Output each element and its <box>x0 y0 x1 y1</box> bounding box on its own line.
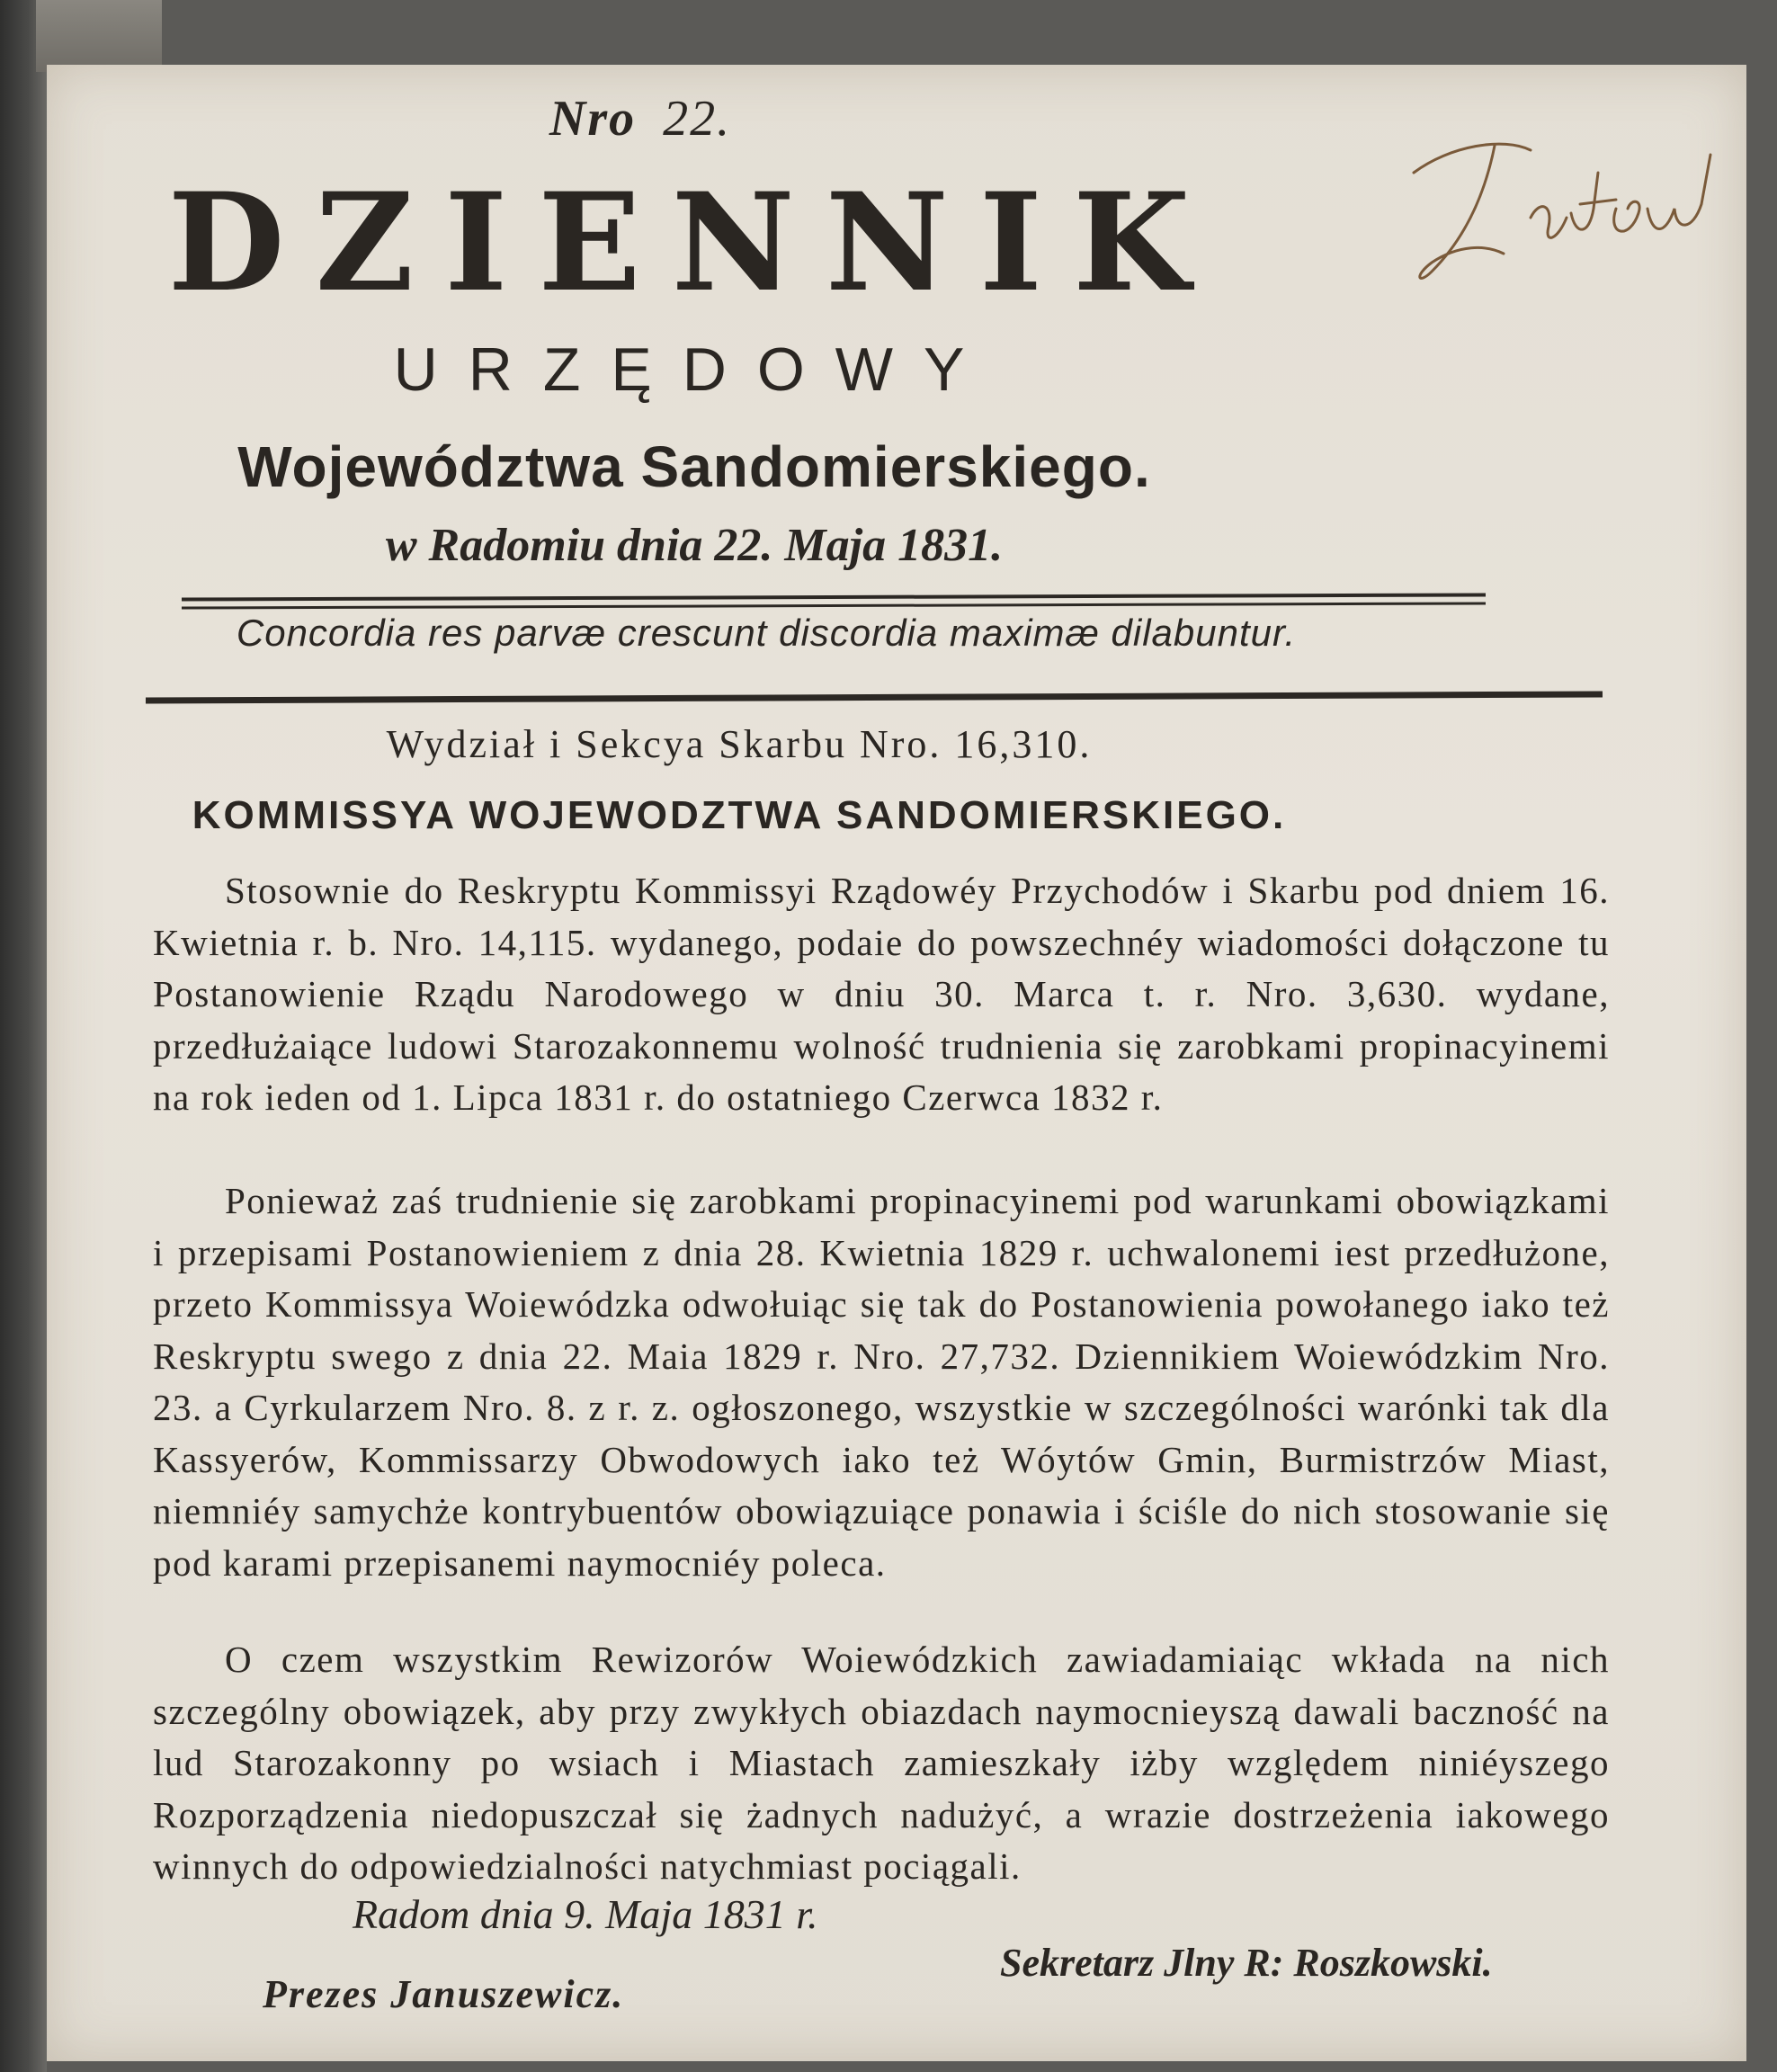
book-binding <box>0 0 47 2072</box>
issue-number <box>47 90 1234 147</box>
masthead-subtitle: URZĘDOWY <box>393 335 996 404</box>
issue-value: 22. <box>663 91 732 147</box>
president-signature: Prezes Januszewicz. <box>263 1972 625 2016</box>
secretary-signature: Sekretarz Jlny R: Roszkowski. <box>1000 1941 1493 1985</box>
section-heading: Wydział i Sekcya Skarbu Nro. 16,310. <box>386 722 1093 766</box>
top-rule-thick <box>182 602 1486 609</box>
issuer-heading: KOMMISSYA WOJEWODZTWA SANDOMIERSKIEGO. <box>192 793 1287 837</box>
paragraph-1: Stosownie do Reskryptu Kommissyi Rządowéy Przychodów i Skarbu pod dniem 16. Kwietnia r. b. Nro. 14,115. wydanego, podaie do powszechnéy wiadomości dołączone tu Postanowienie Rządu Narodowego w dniu 30. Marca t. r. Nro. 3,630. wydane, przedłużaiące ludowi Starozakonnemu wolność trudnienia się zarobkami propinacyinemi na rok ieden od 1. Lipca 1831 r. do ostatniego Czerwca 1832 r. <box>153 870 1610 1118</box>
binding-tab <box>36 0 162 72</box>
paragraph-2: Ponieważ zaś trudnienie się zarobkami propinacyinemi pod warunkami obowiązkami i przepisami Postanowieniem z dnia 28. Kwietnia 1829 r. uchwalonemi iest przedłużone, przeto Kommissya Woiewódzka odwołuiąc się tak do Postanowienia powołanego iako też Reskryptu swego z dnia 22. Maia 1829 r. Nro. 27,732. Dziennikiem Woiewódzkim Nro. 23. a Cyrkularzem Nro. 8. z r. z. ogłoszonego, wszystkie w szczególności warónki tak dla Kassyerów, Kommissarzy Obwodowych iako też Wóytów Gmin, Burmistrzów Miast, niemniéy samychże kontrybuentów obowiązuiące ponawia i ściśle do nich stosowanie się pod karami przepisanemi naymocniéy poleca. <box>153 1180 1610 1584</box>
top-rule-thin <box>182 593 1486 601</box>
masthead-title: DZIENNIK <box>167 164 1221 322</box>
masthead-region: Województwa Sandomierskiego. <box>237 434 1151 499</box>
issue-label: Nro <box>549 91 637 147</box>
handwritten-annotation <box>1396 119 1737 299</box>
bottom-rule-thick <box>146 691 1603 703</box>
motto: Concordia res parvæ crescunt discordia maximæ dilabuntur. <box>236 612 1297 654</box>
closing-date: Radom dnia 9. Maja 1831 r. <box>353 1891 818 1937</box>
paragraph-3: O czem wszystkim Rewizorów Woiewódzkich zawiadamiaiąc wkłada na nich szczególny obowiązek, aby przy zwykłych obiazdach naymocnieyszą dawali baczność na lud Starozakonny po wsiach i Miastach zamieszkały iżby względem niniéyszego Rozporządzenia niedopuszczał się żadnych nadużyć, a wrazie dostrzeżenia iakowego winnych do odpowiedzialności natychmiast pociągali. <box>153 1639 1610 1887</box>
document-page <box>47 65 1746 2061</box>
masthead-place-date: w Radomiu dnia 22. Maja 1831. <box>385 520 1004 571</box>
